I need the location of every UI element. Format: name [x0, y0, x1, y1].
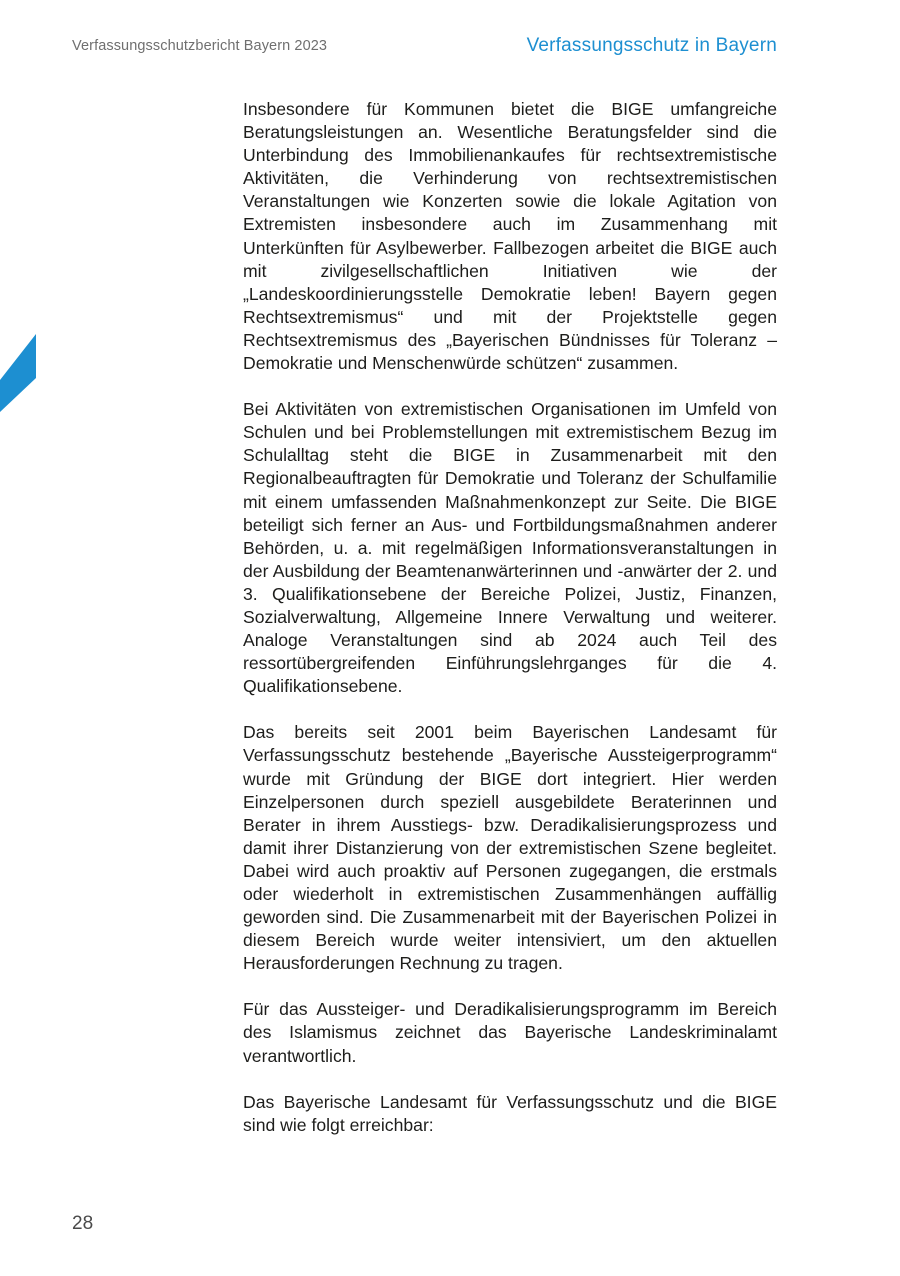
page-number: 28: [72, 1213, 94, 1234]
body-text: [243, 98, 777, 1160]
paragraph-5: Das Bayerische Landesamt für Verfassungsschutz und die BIGE sind wie folgt erreichbar:: [243, 1091, 777, 1135]
paragraph-4: Für das Aussteiger- und Deradikalisierungsprogramm im Bereich des Islamismus zeichnet das Bayerische Landeskriminalamt verantwortlich.: [243, 999, 777, 1066]
paragraph-1: Insbesondere für Kommunen bietet die BIGE umfangreiche Beratungsleistungen an. Wesentliche Beratungsfelder sind die Unterbindung des Immobilienankaufes für rechtsextremistische Aktivitäten, die Verhinderung von rechtsextremistischen Veranstaltungen wie Konzerten sowie die lokale Agitation von Extremisten insbesondere auch im Zusammenhang mit Unterkünften für Asylbewerber. Fallbezogen arbeitet die BIGE auch mit zivilgesellschaftlichen Initiativen wie der „Landeskoordinierungsstelle Demokratie leben! Bayern gegen Rechtsextremismus“ und mit der Projektstelle gegen Rechtsextremismus des „Bayerischen Bündnisses für Toleranz – Demokratie und Menschenwürde schützen“ zusammen.: [243, 99, 777, 374]
paragraph-3: Das bereits seit 2001 beim Bayerischen Landesamt für Verfassungsschutz bestehende „Bayerische Aussteigerprogramm“ wurde mit Gründung der BIGE dort integriert. Hier werden Einzelpersonen durch speziell ausgebildete Beraterinnen und Berater in ihrem Ausstiegs- bzw. Deradikalisierungsprozess und damit ihrer Distanzierung von der extremistischen Szene begleitet. Dabei wird auch proaktiv auf Personen zugegangen, die erstmals oder wiederholt in extremistischen Zusammenhängen auffällig geworden sind. Die Zusammenarbeit mit der Bayerischen Polizei in diesem Bereich wurde weiter intensiviert, um den aktuellen Herausforderungen Rechnung zu tragen.: [243, 722, 777, 974]
chapter-title: Verfassungsschutz in Bayern: [526, 35, 777, 56]
chapter-tab-marker: [0, 334, 36, 412]
publication-title: Verfassungsschutzbericht Bayern 2023: [72, 38, 328, 54]
paragraph-2: Bei Aktivitäten von extremistischen Organisationen im Umfeld von Schulen und bei Problemstellungen mit extremistischem Bezug im Schulalltag steht die BIGE in Zusammenarbeit mit den Regionalbeauftragten für Demokratie und Toleranz der Schulfamilie mit einem umfassenden Maßnahmenkonzept zur Seite. Die BIGE beteiligt sich ferner an Aus- und Fortbildungsmaßnahmen anderer Behörden, u. a. mit regelmäßigen Informationsveranstaltungen in der Ausbildung der Beamtenanwärterinnen und -anwärter der 2. und 3. Qualifikationsebene der Bereiche Polizei, Justiz, Finanzen, Sozialverwaltung, Allgemeine Innere Verwaltung und weiterer. Analoge Veranstaltungen sind ab 2024 auch Teil des ressortübergreifenden Einführungslehrganges für die 4. Qualifikationsebene.: [243, 399, 777, 697]
